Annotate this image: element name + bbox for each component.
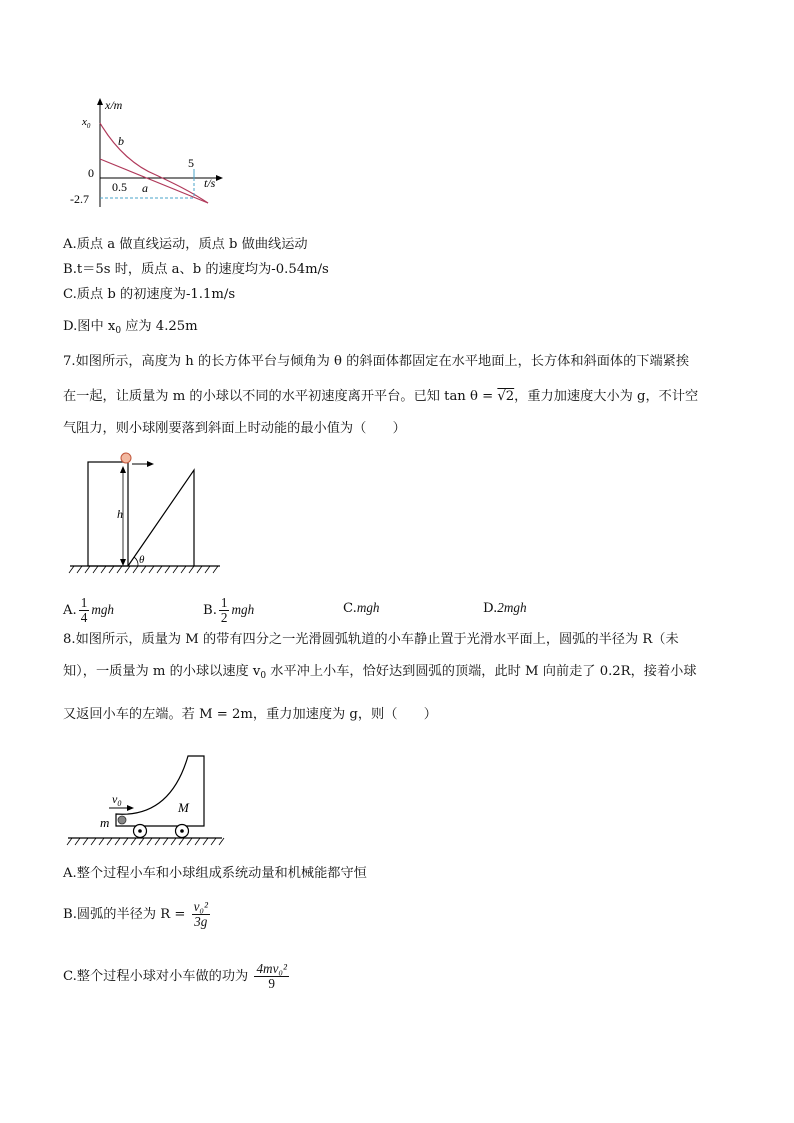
q6-option-d: D.图中 $x_0$ 应为 4.25m — [63, 319, 198, 336]
q7-option-c: C.mgh — [343, 600, 380, 616]
line-a-label: a — [142, 181, 148, 195]
q8-stem-line1: 8.如图所示，质量为 M 的带有四分之一光滑圆弧轨道的小车静止置于光滑水平面上，圆弧的半径为 R（未 — [63, 632, 679, 647]
x-axis-label: t/s — [204, 176, 216, 190]
q6-option-a: A.质点 a 做直线运动，质点 b 做曲线运动 — [63, 237, 308, 252]
small-ball — [118, 816, 126, 824]
tick-neg-label: -2.7 — [70, 192, 89, 206]
q8-option-b: B.圆弧的半径为 R = $\frac{\text{v₀²}}{3g}$ — [63, 899, 208, 929]
tick-5-label: 5 — [188, 156, 194, 170]
q7-option-b: B. $\frac{1}{2}$ mgh — [203, 595, 255, 625]
q6-option-b: B.t＝5s 时，质点 a、b 的速度均为-0.54m/s — [63, 262, 329, 277]
tick-05-label: 0.5 — [112, 180, 127, 194]
q8-stem-line2: 知），一质量为 m 的小球以速度 $v_0$ 水平冲上小车，恰好达到圆弧的顶端，此时 M 向前走了 0.2R，接着小球 — [63, 664, 697, 681]
origin-label: 0 — [88, 166, 94, 180]
svg-text:x0: $x_0$ — [82, 116, 91, 130]
platform-incline-figure — [68, 448, 228, 578]
q6-option-c: C.质点 b 的初速度为-1.1m/s — [63, 287, 236, 302]
q8-option-a: A.整个过程小车和小球组成系统动量和机械能都守恒 — [63, 866, 367, 881]
cart-mass-label: M — [178, 800, 189, 815]
q8-option-c: C.整个过程小球对小车做的功为 $\frac{\text{4mv₀²}}{9}$ — [63, 961, 287, 991]
q7-option-d: D.2mgh — [483, 600, 527, 616]
curve-b-label: b — [118, 134, 124, 148]
cart-arc-figure — [64, 748, 229, 853]
q7-stem-line3: 气阻力，则小球刚要落到斜面上时动能的最小值为（ ） — [63, 421, 406, 436]
ball — [121, 453, 131, 463]
svg-text:v0: $v_0$ — [112, 792, 122, 808]
xt-graph-figure — [70, 95, 228, 215]
sqrt-two: √2 — [497, 389, 515, 404]
x0-label: x — [82, 116, 87, 128]
v0-label: v — [112, 792, 118, 806]
y-axis-label: x/m — [105, 98, 123, 112]
small-mass-label: m — [100, 815, 110, 830]
theta-label: θ — [139, 554, 145, 566]
q7-option-a: A. $\frac{1}{4}$ mgh — [63, 595, 115, 625]
q7-stem-line2: 在一起，让质量为 m 的小球以不同的水平初速度离开平台。已知 tan θ = √2，重力加速度大小为 g，不计空 — [63, 389, 699, 404]
q7-stem-line1: 7.如图所示，高度为 h 的长方体平台与倾角为 θ 的斜面体都固定在水平地面上，长方体和斜面体的下端紧挨 — [63, 354, 690, 369]
q8-stem-line3: 又返回小车的左端。若 M = 2m，重力加速度为 g，则（ ） — [63, 707, 437, 722]
height-label: h — [117, 507, 123, 521]
